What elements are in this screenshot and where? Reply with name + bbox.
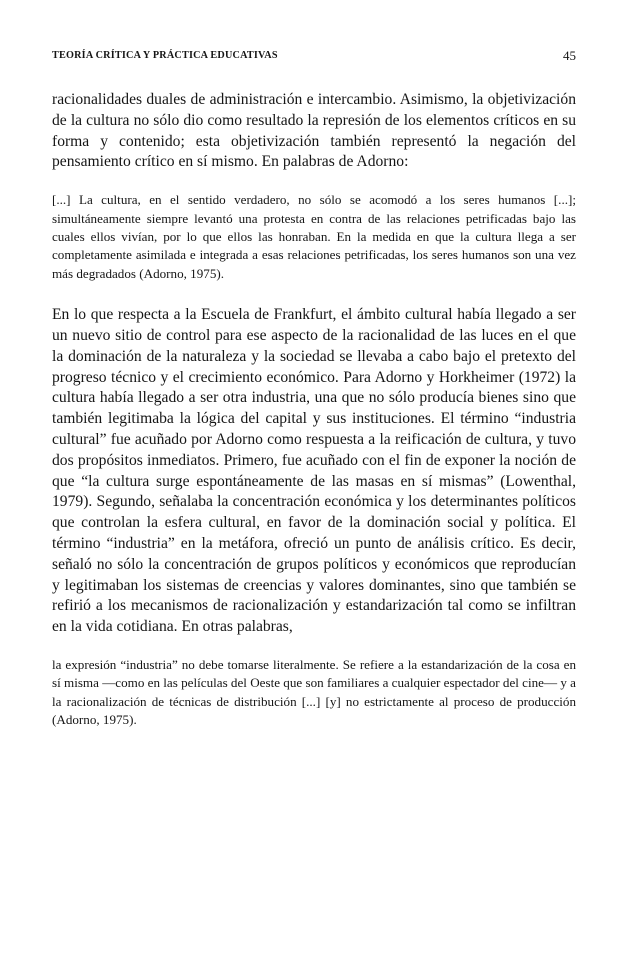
body-text [52, 90, 576, 748]
paragraph: En lo que respecta a la Escuela de Frankfurt, el ámbito cultural había llegado a ser un nuevo sitio de control para ese aspecto de la racionalidad de las luces en el que la dominación de la naturaleza y la sociedad se llevaba a cabo bajo el pretexto del progreso técnico y el crecimiento económico. Para Adorno y Horkheimer (1972) la cultura había llegado a ser otra industria, una que no sólo producía bienes sino que también legitimaba la lógica del capital y sus instituciones. El término “industria cultural” fue acuñado por Adorno como respuesta a la reificación de cultura, y tuvo dos propósitos inmediatos. Primero, fue acuñado con el fin de exponer la noción de que “la cultura surge espontáneamente de las masas en sí mismas” (Lowenthal, 1979). Segundo, señalaba la concentración económica y los determinantes políticos que controlan la esfera cultural, en favor de la dominación social y política. El término “industria” en la metáfora, ofreció un punto de análisis crítico. Es decir, señaló no sólo la concentración de grupos políticos y económicos que reproducían y legitimaban los sistemas de creencias y valores dominantes, sino que también se refirió a los mecanismos de racionalización y estandarización tal como se infiltran en la vida cotidiana. En otras palabras, [52, 306, 576, 636]
page-number: 45 [563, 48, 576, 63]
block-quote: la expresión “industria” no debe tomarse literalmente. Se refiere a la estandarización de la cosa en sí misma —como en las películas del Oeste que son familiares a cualquier espectador del cine— y a la racionalización de técnicas de distribución [...] [y] no estrictamente al proceso de producción (Adorno, 1975). [52, 656, 576, 728]
running-title: TEORÍA CRÍTICA Y PRÁCTICA EDUCATIVAS [52, 50, 278, 61]
paragraph: racionalidades duales de administración e intercambio. Asimismo, la objetivización de la cultura no sólo dio como resultado la represión de los elementos críticos en su forma y contenido; esta objetivización también representó la negación del pensamiento crítico en sí mismo. En palabras de Adorno: [52, 91, 576, 171]
running-header [52, 48, 576, 66]
block-quote: [...] La cultura, en el sentido verdadero, no sólo se acomodó a los seres humanos [...]; simultáneamente siempre levantó una protesta en contra de las relaciones petrificadas bajo las cuales ellos vivían, por lo que ellos las honraban. En la medida en que la cultura llega a ser completamente asimilada e integrada a esas relaciones petrificadas, los seres humanos son una vez más degradados (Adorno, 1975). [52, 192, 576, 281]
book-page [52, 0, 576, 968]
